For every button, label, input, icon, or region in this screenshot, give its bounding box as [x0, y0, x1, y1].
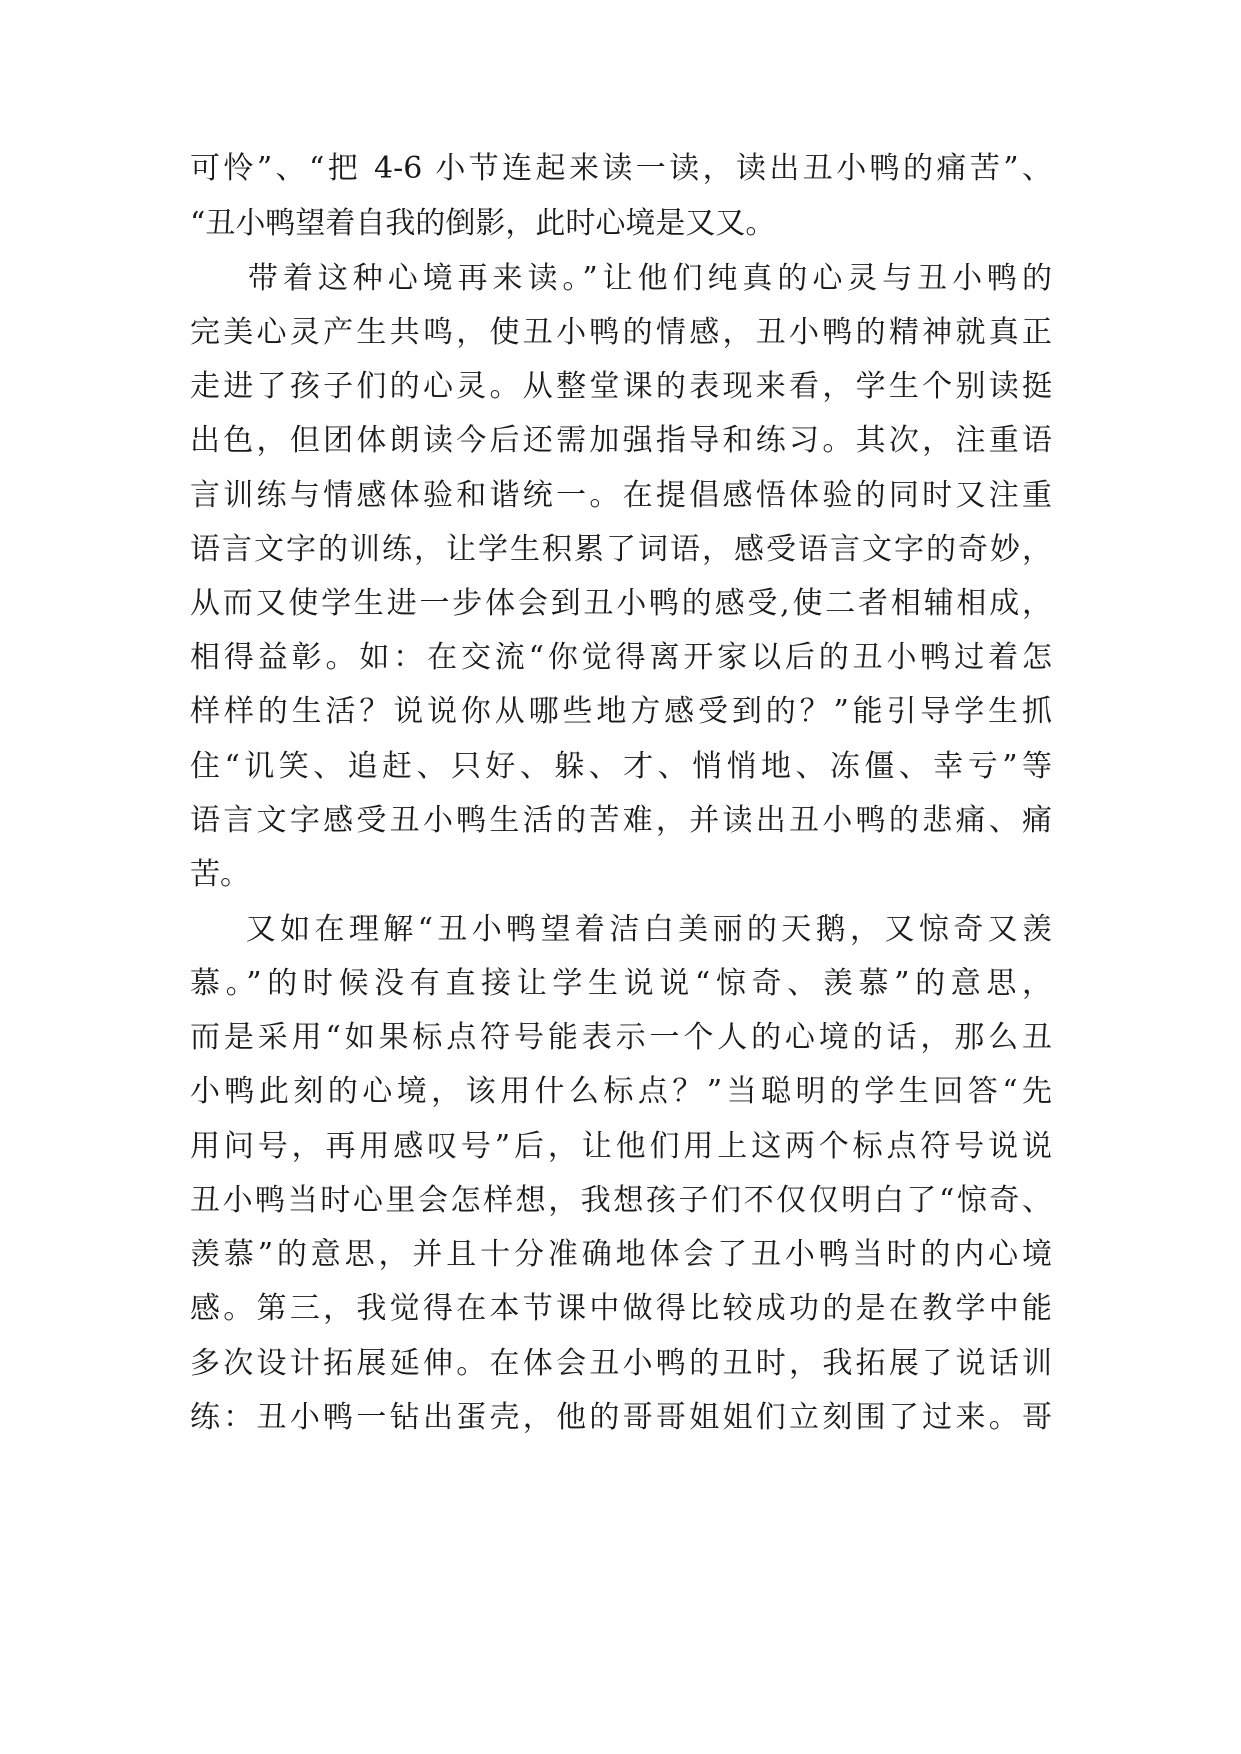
text-line: 感。第三，我觉得在本节课中做得比较成功的是在教学中能: [190, 1291, 1052, 1326]
text-line: 从而又使学生进一步体会到丑小鸭的感受,使二者相辅相成，: [190, 586, 1052, 621]
text-line: 而是采用“如果标点符号能表示一个人的心境的话，那么丑: [190, 1020, 1052, 1055]
text-line: 用问号，再用感叹号”后，让他们用上这两个标点符号说说: [190, 1129, 1052, 1164]
text-line: 言训练与情感体验和谐统一。在提倡感悟体验的同时又注重: [190, 478, 1052, 513]
text-line: “丑小鸭望着自我的倒影，此时心境是又又。: [190, 206, 776, 241]
text-line: 苦。: [190, 857, 250, 892]
text-line: 慕。”的时候没有直接让学生说说“惊奇、羡慕”的意思，: [190, 966, 1052, 1001]
text-line: 语言文字的训练，让学生积累了词语，感受语言文字的奇妙，: [190, 532, 1052, 567]
text-line: 出色，但团体朗读今后还需加强指导和练习。其次，注重语: [190, 423, 1052, 458]
text-line: 走进了孩子们的心灵。从整堂课的表现来看，学生个别读挺: [190, 369, 1052, 404]
text-line: 语言文字感受丑小鸭生活的苦难，并读出丑小鸭的悲痛、痛: [190, 803, 1052, 838]
text-line: 小鸭此刻的心境，该用什么标点？”当聪明的学生回答“先: [190, 1074, 1052, 1109]
text-line: 带着这种心境再来读。”让他们纯真的心灵与丑小鸭的: [190, 261, 1052, 296]
text-line: 住“讥笑、追赶、只好、躲、才、悄悄地、冻僵、幸亏”等: [190, 749, 1052, 784]
text-line: 羡慕”的意思，并且十分准确地体会了丑小鸭当时的内心境: [190, 1237, 1052, 1272]
text-line: 相得益彰。如：在交流“你觉得离开家以后的丑小鸭过着怎: [190, 640, 1052, 675]
text-line: 练：丑小鸭一钻出蛋壳，他的哥哥姐姐们立刻围了过来。哥: [190, 1400, 1052, 1435]
text-line: 可怜”、“把 4-6 小节连起来读一读，读出丑小鸭的痛苦”、: [190, 151, 1052, 186]
text-line: 丑小鸭当时心里会怎样想，我想孩子们不仅仅明白了“惊奇、: [190, 1183, 1052, 1218]
text-line: 又如在理解“丑小鸭望着洁白美丽的天鹅，又惊奇又羡: [190, 912, 1052, 947]
text-line: 多次设计拓展延伸。在体会丑小鸭的丑时，我拓展了说话训: [190, 1346, 1052, 1381]
text-line: 完美心灵产生共鸣，使丑小鸭的情感，丑小鸭的精神就真正: [190, 315, 1052, 350]
text-line: 样样的生活？说说你从哪些地方感受到的？”能引导学生抓: [190, 694, 1052, 729]
